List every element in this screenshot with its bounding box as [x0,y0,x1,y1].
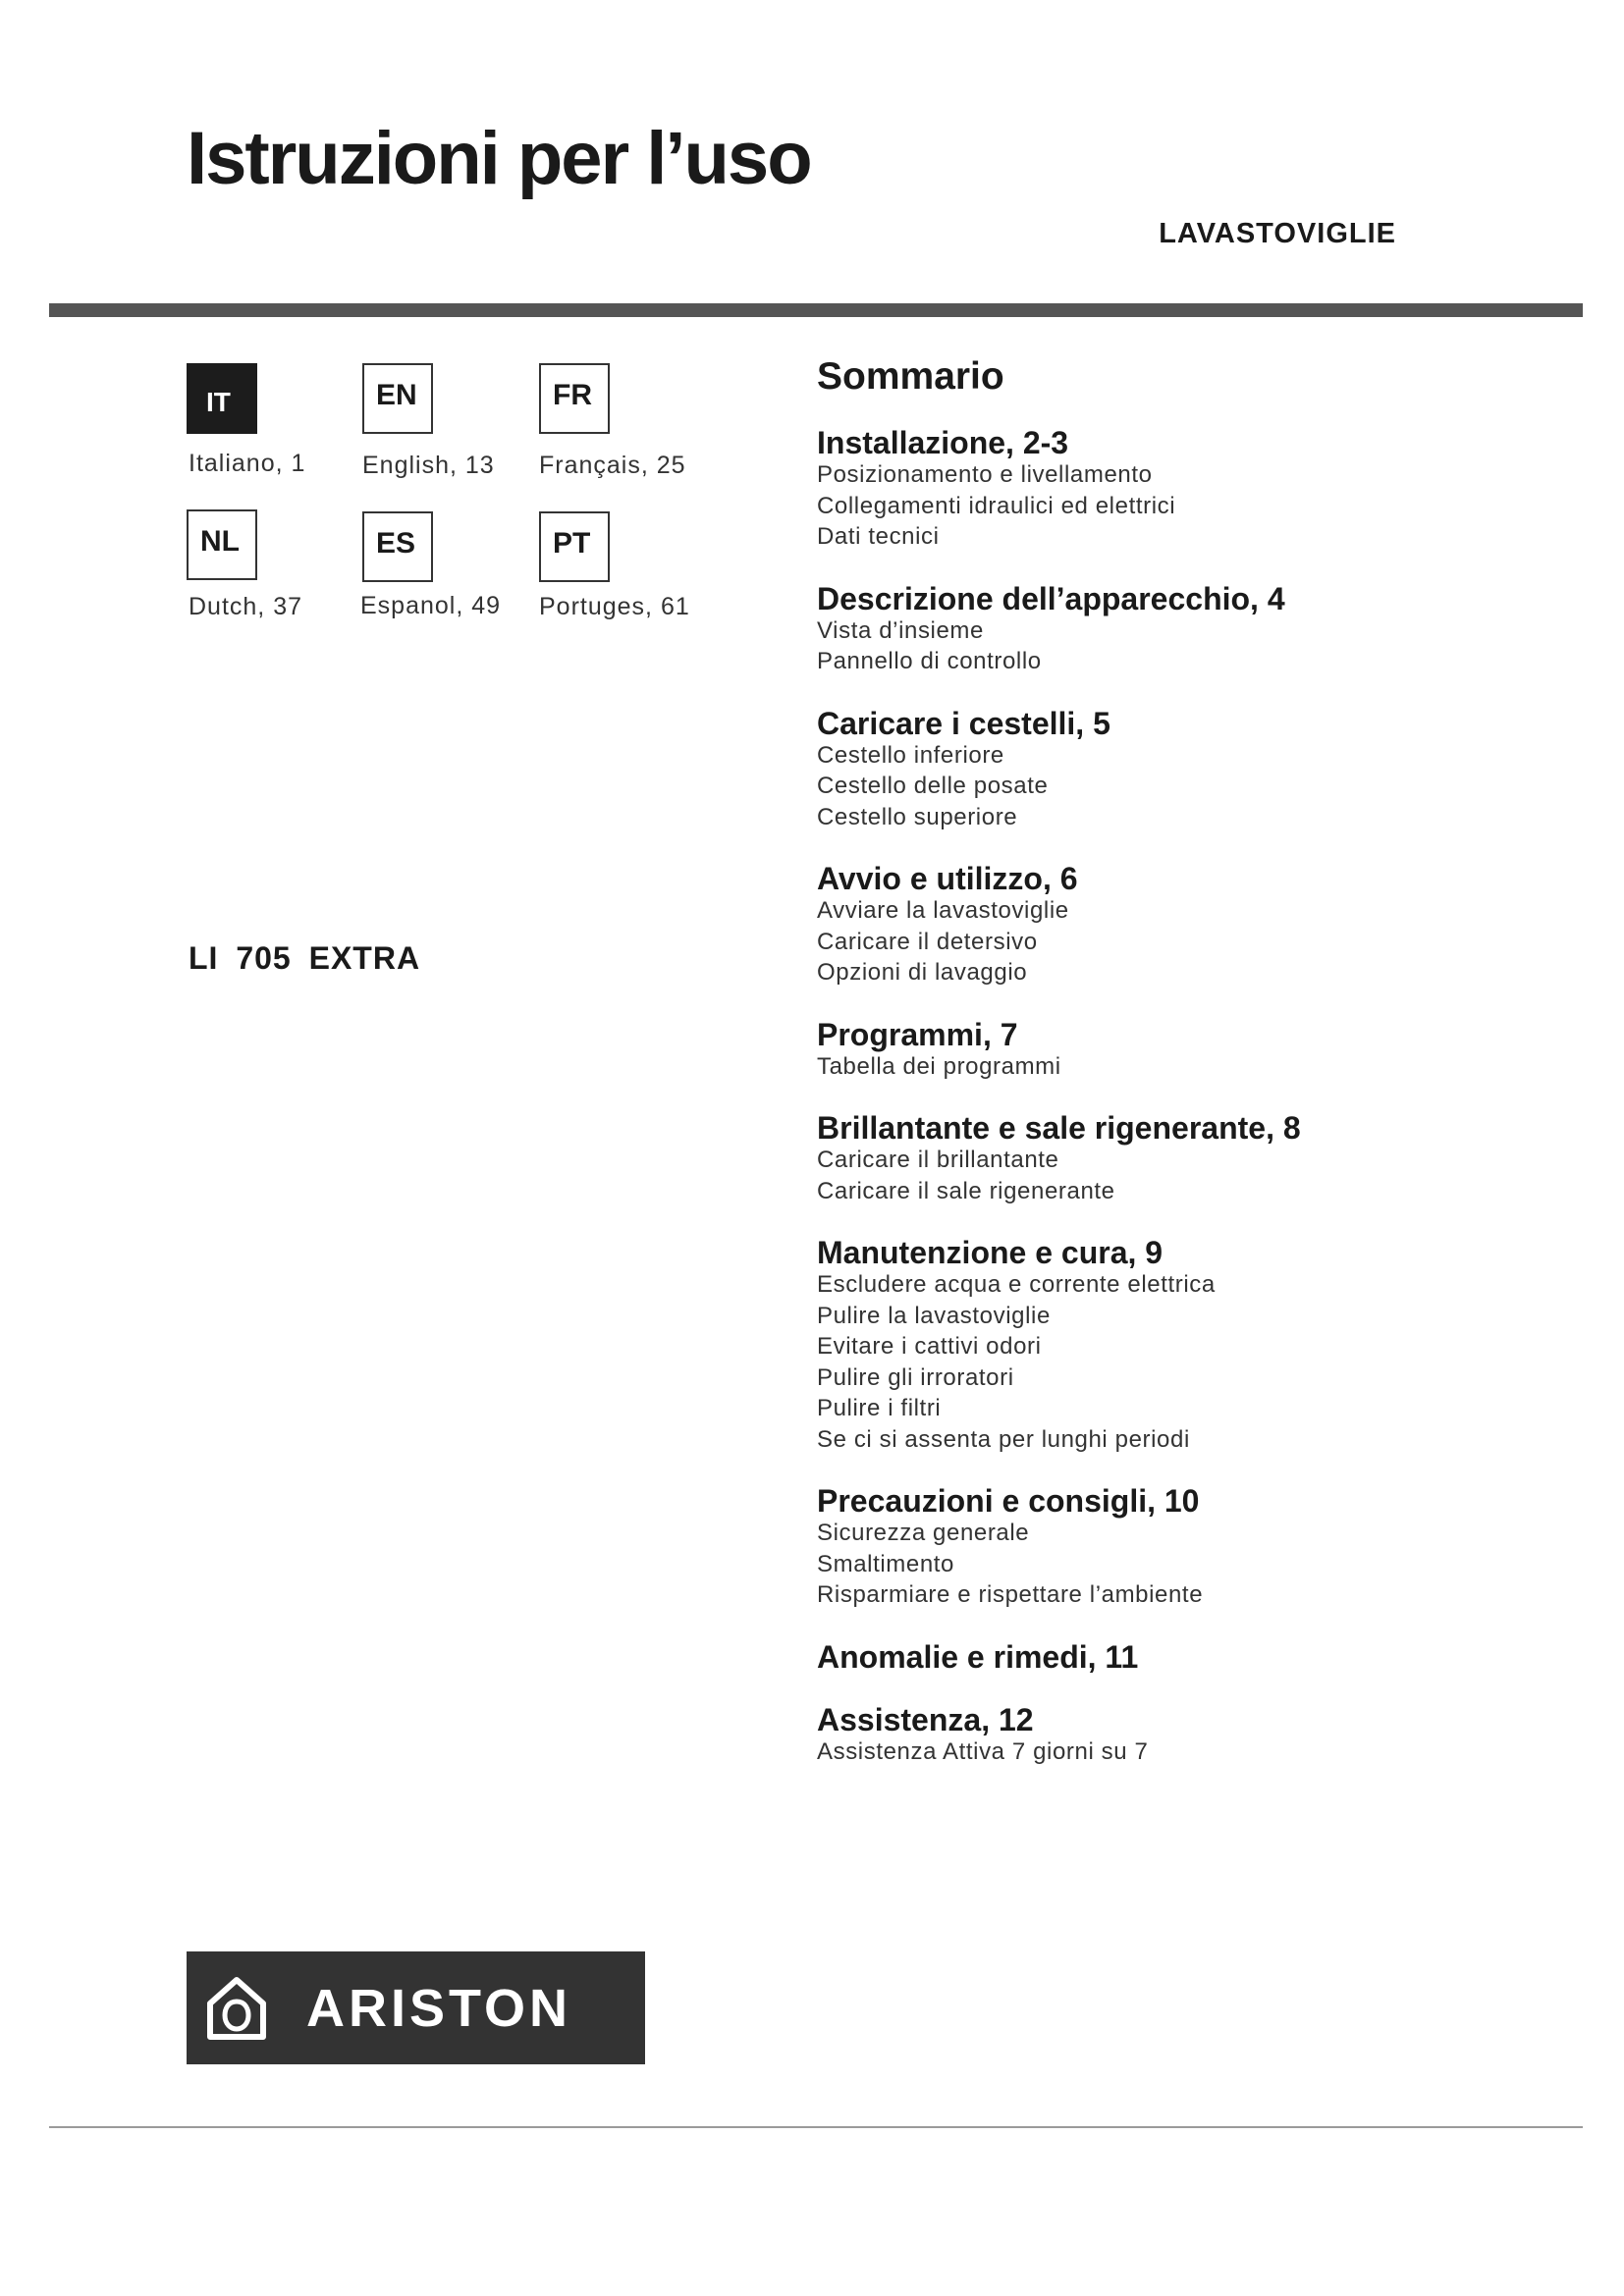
toc-item[interactable]: Smaltimento [817,1550,954,1577]
toc-heading[interactable]: Manutenzione e cura, 9 [817,1235,1164,1270]
lang-box-en[interactable] [362,363,433,434]
lang-box-it[interactable] [187,363,257,434]
toc-item[interactable]: Collegamenti idraulici ed elettrici [817,492,1176,519]
toc-heading[interactable]: Precauzioni e consigli, 10 [817,1483,1200,1519]
toc-section [817,1484,1563,1611]
toc-section [817,1703,1563,1768]
document-title: Istruzioni per l’uso [187,117,811,200]
toc-item[interactable]: Pulire i filtri [817,1395,942,1421]
toc-sections [817,426,1563,1767]
toc-item[interactable]: Cestello superiore [817,803,1018,830]
toc-section [817,862,1563,988]
toc-heading[interactable]: Installazione, 2-3 [817,425,1069,460]
toc-heading[interactable]: Programmi, 7 [817,1016,1018,1052]
lang-code: IT [206,387,231,417]
toc-item[interactable]: Vista d’insieme [817,616,984,644]
toc-item[interactable]: Assistenza Attiva 7 giorni su 7 [817,1737,1149,1765]
toc-item[interactable]: Cestello inferiore [817,741,1004,769]
product-type: LAVASTOVIGLIE [1159,218,1396,249]
toc-section [817,1640,1563,1674]
lang-label-nl[interactable]: Dutch, 37 [189,593,303,620]
toc-item[interactable]: Opzioni di lavaggio [817,959,1028,986]
lang-code: ES [376,527,416,560]
toc-item[interactable]: Evitare i cattivi odori [817,1333,1042,1360]
toc-item[interactable]: Caricare il detersivo [817,928,1038,955]
lang-code: FR [553,379,592,411]
lang-label-pt[interactable]: Portuges, 61 [539,593,690,620]
toc-heading[interactable]: Anomalie e rimedi, 11 [817,1638,1139,1675]
toc-section [817,426,1563,553]
toc-item[interactable]: Se ci si assenta per lunghi periodi [817,1425,1190,1453]
lang-label-it[interactable]: Italiano, 1 [189,450,306,477]
toc-section [817,1236,1563,1455]
toc-section [817,1111,1563,1206]
lang-label-en[interactable]: English, 13 [362,452,495,479]
toc-item[interactable]: Escludere acqua e corrente elettrica [817,1271,1216,1298]
toc-item[interactable]: Caricare il sale rigenerante [817,1177,1115,1204]
toc-heading[interactable]: Caricare i cestelli, 5 [817,705,1110,741]
lang-label-fr[interactable]: Français, 25 [539,452,686,479]
footer-divider [49,2126,1583,2128]
toc-item[interactable]: Posizionamento e livellamento [817,461,1153,488]
toc-title: Sommario [817,355,1004,398]
brand-logo [187,1951,645,2064]
toc-item[interactable]: Pulire la lavastoviglie [817,1302,1051,1329]
lang-code: PT [553,527,591,560]
table-of-contents [817,355,1563,1796]
house-logo-icon [206,1976,267,2041]
lang-box-nl[interactable] [187,509,257,580]
toc-item[interactable]: Avviare la lavastoviglie [817,897,1069,924]
lang-box-fr[interactable] [539,363,610,434]
toc-item[interactable]: Caricare il brillantante [817,1147,1059,1173]
model-name: LI 705 EXTRA [189,940,421,976]
toc-section [817,582,1563,677]
toc-heading[interactable]: Descrizione dell’apparecchio, 4 [817,580,1285,616]
toc-heading[interactable]: Brillantante e sale rigenerante, 8 [817,1110,1301,1146]
toc-item[interactable]: Pannello di controllo [817,648,1042,674]
toc-heading[interactable]: Avvio e utilizzo, 6 [817,861,1078,896]
toc-item[interactable]: Sicurezza generale [817,1520,1030,1546]
lang-code: NL [200,525,240,558]
header-divider [49,303,1583,317]
toc-heading[interactable]: Assistenza, 12 [817,1701,1034,1737]
lang-box-es[interactable] [362,511,433,582]
toc-item[interactable]: Dati tecnici [817,523,940,550]
toc-item[interactable]: Pulire gli irroratori [817,1363,1014,1391]
lang-code: EN [376,379,417,411]
toc-section [817,707,1563,833]
lang-label-es[interactable]: Espanol, 49 [360,592,502,619]
toc-section [817,1018,1563,1083]
toc-item[interactable]: Cestello delle posate [817,773,1049,799]
toc-item[interactable]: Risparmiare e rispettare l’ambiente [817,1581,1204,1608]
brand-name: ARISTON [306,1978,572,2038]
lang-box-pt[interactable] [539,511,610,582]
toc-item[interactable]: Tabella dei programmi [817,1052,1061,1080]
